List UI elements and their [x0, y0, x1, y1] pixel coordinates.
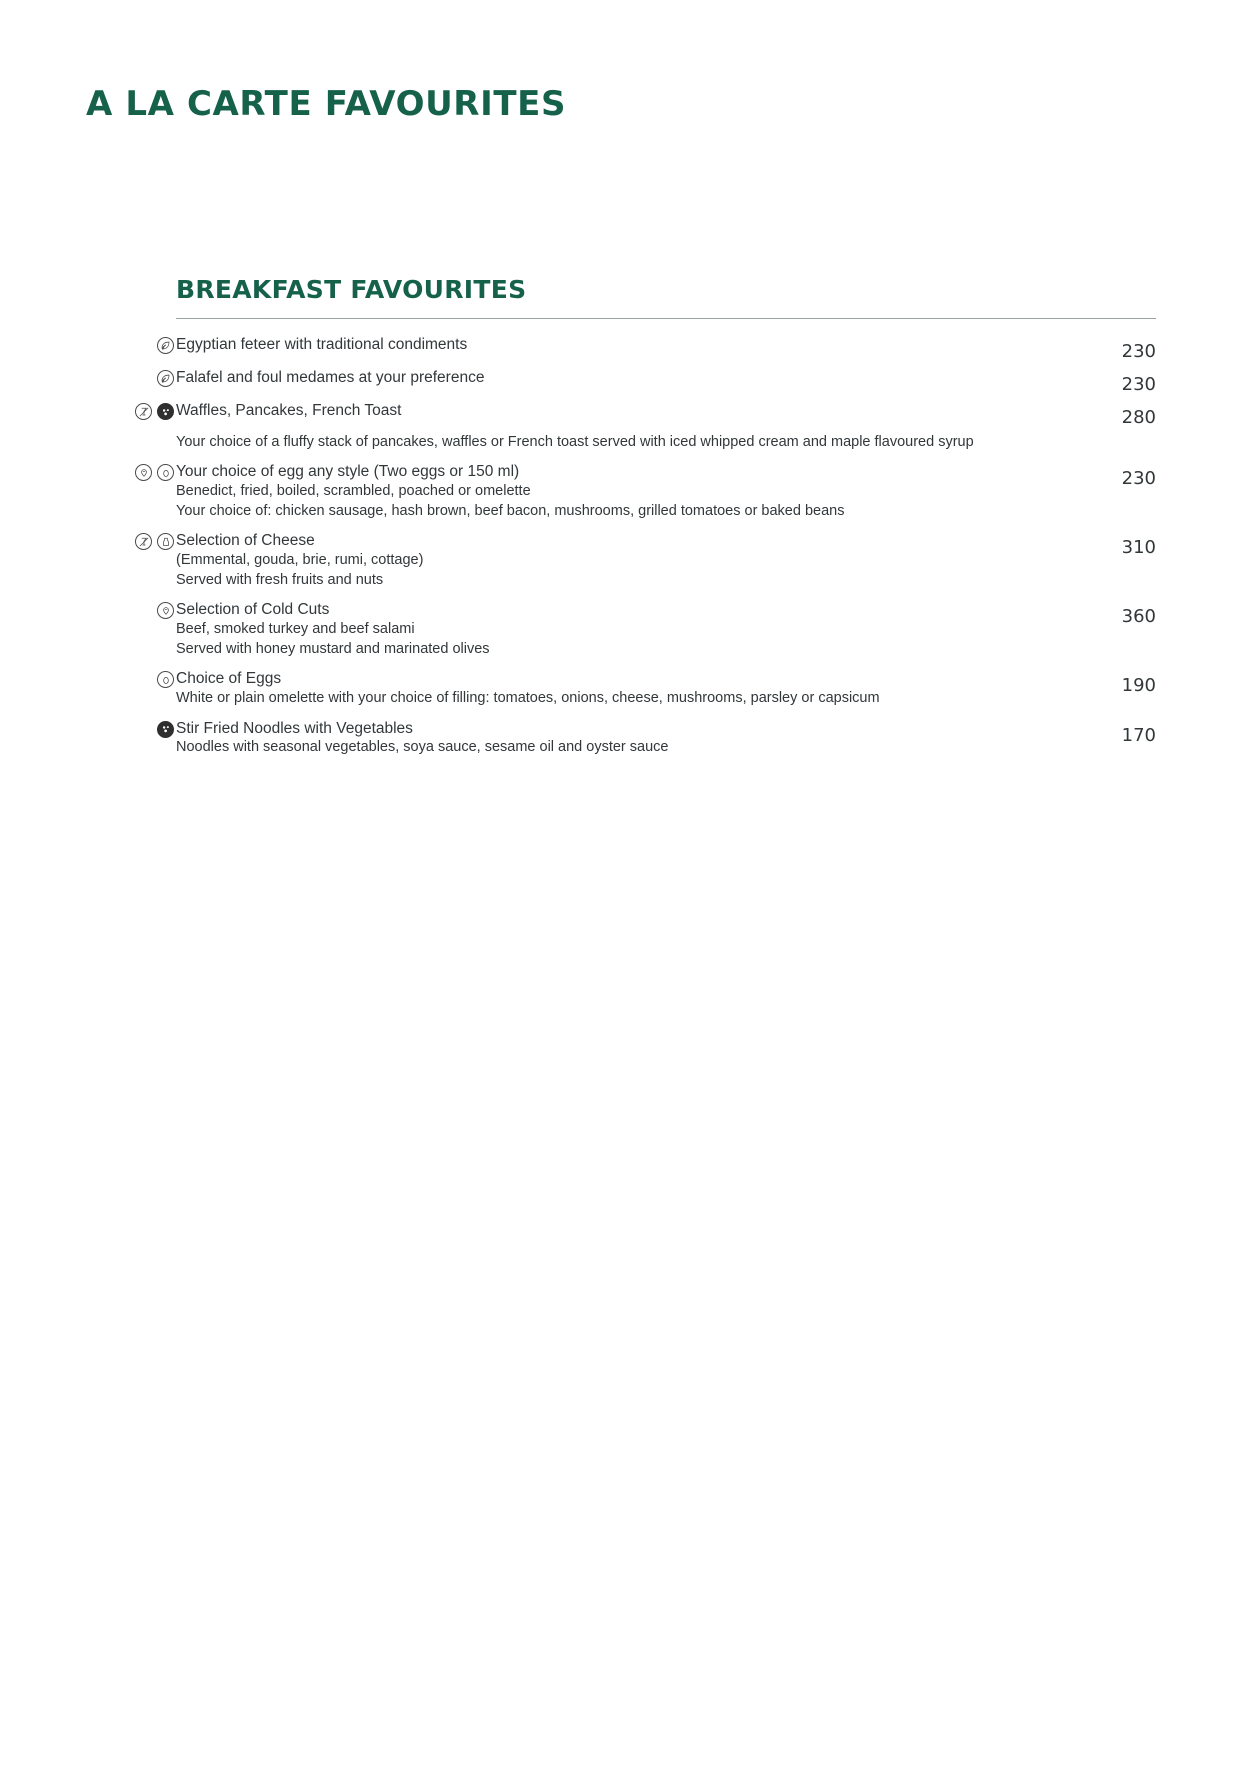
dietary-icon-group — [114, 403, 174, 420]
menu-item — [176, 368, 1156, 395]
section-title: BREAKFAST FAVOURITES — [176, 275, 527, 304]
menu-item-body — [176, 368, 1094, 388]
menu-item-name: Your choice of egg any style (Two eggs or 150 ml) — [176, 463, 520, 481]
dietary-icon-group — [114, 671, 174, 688]
egg-icon — [157, 464, 174, 481]
menu-item-body — [176, 335, 1094, 355]
menu-item-description: White or plain omelette with your choice of filling: tomatoes, onions, cheese, mushrooms, parsley or capsicum — [176, 690, 880, 707]
menu-item — [176, 462, 1156, 521]
menu-item — [176, 600, 1156, 659]
menu-item-description: Noodles with seasonal vegetables, soya sauce, sesame oil and oyster sauce — [176, 739, 669, 756]
breakfast-favourites-section — [176, 275, 1156, 768]
dietary-icon-group — [114, 602, 174, 619]
menu-item-description: Beef, smoked turkey and beef salami — [176, 621, 415, 638]
menu-item-description: Served with fresh fruits and nuts — [176, 571, 384, 588]
menu-item-price: 280 — [1121, 407, 1156, 428]
dairy-icon — [157, 533, 174, 550]
menu-item-list — [176, 335, 1156, 758]
page-title: A LA CARTE FAVOURITES — [86, 84, 567, 124]
no-alcohol-icon — [135, 403, 152, 420]
menu-item-description: Your choice of a fluffy stack of pancakes, waffles or French toast served with iced whipped cream and maple flavoured syrup — [176, 433, 974, 450]
menu-item-name: Egyptian feteer with traditional condiments — [176, 336, 468, 353]
section-divider — [176, 318, 1156, 319]
poultry-icon — [157, 602, 174, 619]
dietary-icon-group — [114, 464, 174, 481]
menu-item-description: Benedict, fried, boiled, scrambled, poached or omelette — [176, 483, 531, 500]
menu-item-name: Waffles, Pancakes, French Toast — [176, 402, 402, 419]
dietary-icon-group — [114, 721, 174, 738]
menu-item-price: 230 — [1121, 468, 1156, 490]
menu-item-price: 230 — [1121, 374, 1156, 395]
spicy-chili-icon — [157, 721, 174, 738]
menu-item-name: Falafel and foul medames at your preference — [176, 369, 485, 386]
vegetarian-leaf-icon — [157, 337, 174, 354]
menu-item — [176, 531, 1156, 590]
no-alcohol-icon — [135, 533, 152, 550]
spicy-chili-icon — [157, 403, 174, 420]
vegetarian-leaf-icon — [157, 370, 174, 387]
menu-item-body — [176, 531, 1094, 590]
menu-item — [176, 719, 1156, 758]
menu-item-description: Your choice of: chicken sausage, hash brown, beef bacon, mushrooms, grilled tomatoes or baked beans — [176, 502, 845, 519]
menu-item-body — [176, 600, 1094, 659]
menu-item-body — [176, 669, 1094, 708]
menu-item-name: Stir Fried Noodles with Vegetables — [176, 719, 413, 737]
dietary-icon-group — [114, 370, 174, 387]
menu-item-price: 360 — [1121, 606, 1156, 628]
menu-item-description: Served with honey mustard and marinated olives — [176, 640, 490, 657]
menu-item-price: 170 — [1121, 724, 1156, 746]
menu-item-price: 230 — [1121, 341, 1156, 362]
menu-item — [176, 401, 1156, 452]
menu-item-body — [176, 462, 1094, 521]
menu-item-name: Selection of Cheese — [176, 532, 315, 550]
poultry-icon — [135, 464, 152, 481]
menu-item-description: (Emmental, gouda, brie, rumi, cottage) — [176, 552, 424, 569]
menu-item-price: 190 — [1121, 675, 1156, 697]
dietary-icon-group — [114, 337, 174, 354]
menu-item — [176, 669, 1156, 708]
egg-icon — [157, 671, 174, 688]
menu-item-body — [176, 719, 1094, 758]
dietary-icon-group — [114, 533, 174, 550]
menu-item-price: 310 — [1121, 537, 1156, 559]
menu-item-body — [176, 401, 1094, 452]
menu-item — [176, 335, 1156, 362]
menu-item-name: Selection of Cold Cuts — [176, 601, 330, 619]
menu-item-name: Choice of Eggs — [176, 670, 282, 688]
